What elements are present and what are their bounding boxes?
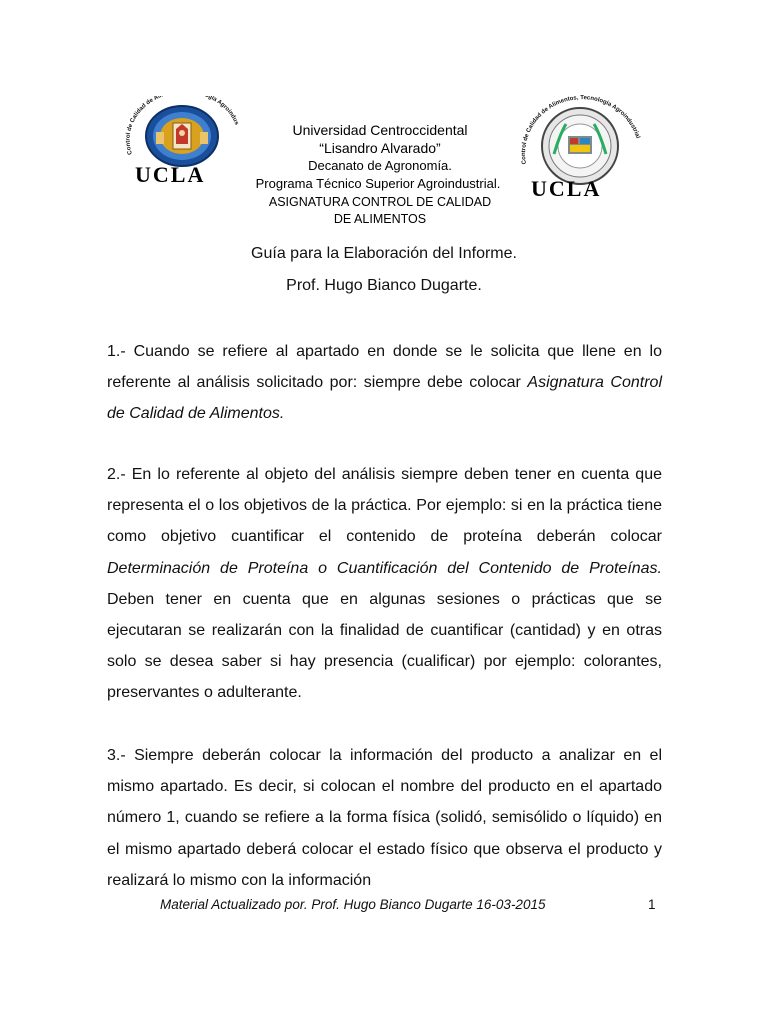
page-footer: Material Actualizado por. Prof. Hugo Bianco Dugarte 16-03-2015 [160, 897, 546, 912]
university-subname: “Lisandro Alvarado” [319, 140, 441, 156]
ucla-wordmark-right: UCLA [531, 176, 602, 201]
paragraph-2 [107, 459, 662, 709]
paragraph-2-text-a: 2.- En lo referente al objeto del análisis siempre deben tener en cuenta que representa el o los objetivos de la práctica. Por ejemplo: si en la práctica tiene como objetivo cuantificar el contenido de proteína deberán colocar [107, 466, 662, 546]
program-name: Programa Técnico Superior Agroindustrial. [255, 176, 501, 191]
guide-title: Guía para la Elaboración del Informe. [251, 245, 517, 262]
paragraph-1 [107, 336, 662, 430]
paragraph-3 [107, 740, 662, 896]
university-name: Universidad Centroccidental [292, 122, 468, 138]
svg-text:Control de Calidad de Alimento: Control de Calidad de Alimentos, Tecnología Agroindustrial [521, 95, 641, 165]
subject-line-1: ASIGNATURA CONTROL DE CALIDAD [268, 195, 492, 209]
ucla-wordmark-left: UCLA [135, 162, 206, 187]
subject-line-2: DE ALIMENTOS [333, 212, 427, 226]
guide-author: Prof. Hugo Bianco Dugarte. [286, 277, 482, 294]
paragraph-3-text: 3.- Siempre deberán colocar la información del producto a analizar en el mismo apartado. Es decir, si colocan el nombre del producto en el apartado número 1, cuando se refiere a la forma física (solidó, semisólido o líquido) en el mismo apartado deberá colocar el estado físico que observa el producto y realizará lo mismo con la información [107, 747, 662, 889]
paragraph-1-italic: Asignatura Control de Calidad de Alimentos. [107, 374, 663, 423]
paragraph-2-text-b: Deben tener en cuenta que en algunas sesiones o prácticas que se ejecutaran se realizarán con la finalidad de cuantificar (cantidad) y en otras solo se desea saber si hay presencia (cualificar) por ejemplo: colorantes, preservantes o adulterante. [107, 590, 662, 702]
page-number: 1 [648, 897, 656, 912]
paragraph-1-text: 1.- Cuando se refiere al apartado en donde se le solicita que llene en lo referente al análisis solicitado por: siempre debe colocar [107, 343, 662, 392]
svg-text:Control de Calidad de Alimento: Control de Calidad de Ali gía Agroindus [125, 96, 240, 156]
dean-office: Decanato de Agronomía. [308, 158, 452, 173]
paragraph-2-italic: Determinación de Proteína o Cuantificación del Contenido de Proteínas. [107, 559, 662, 577]
